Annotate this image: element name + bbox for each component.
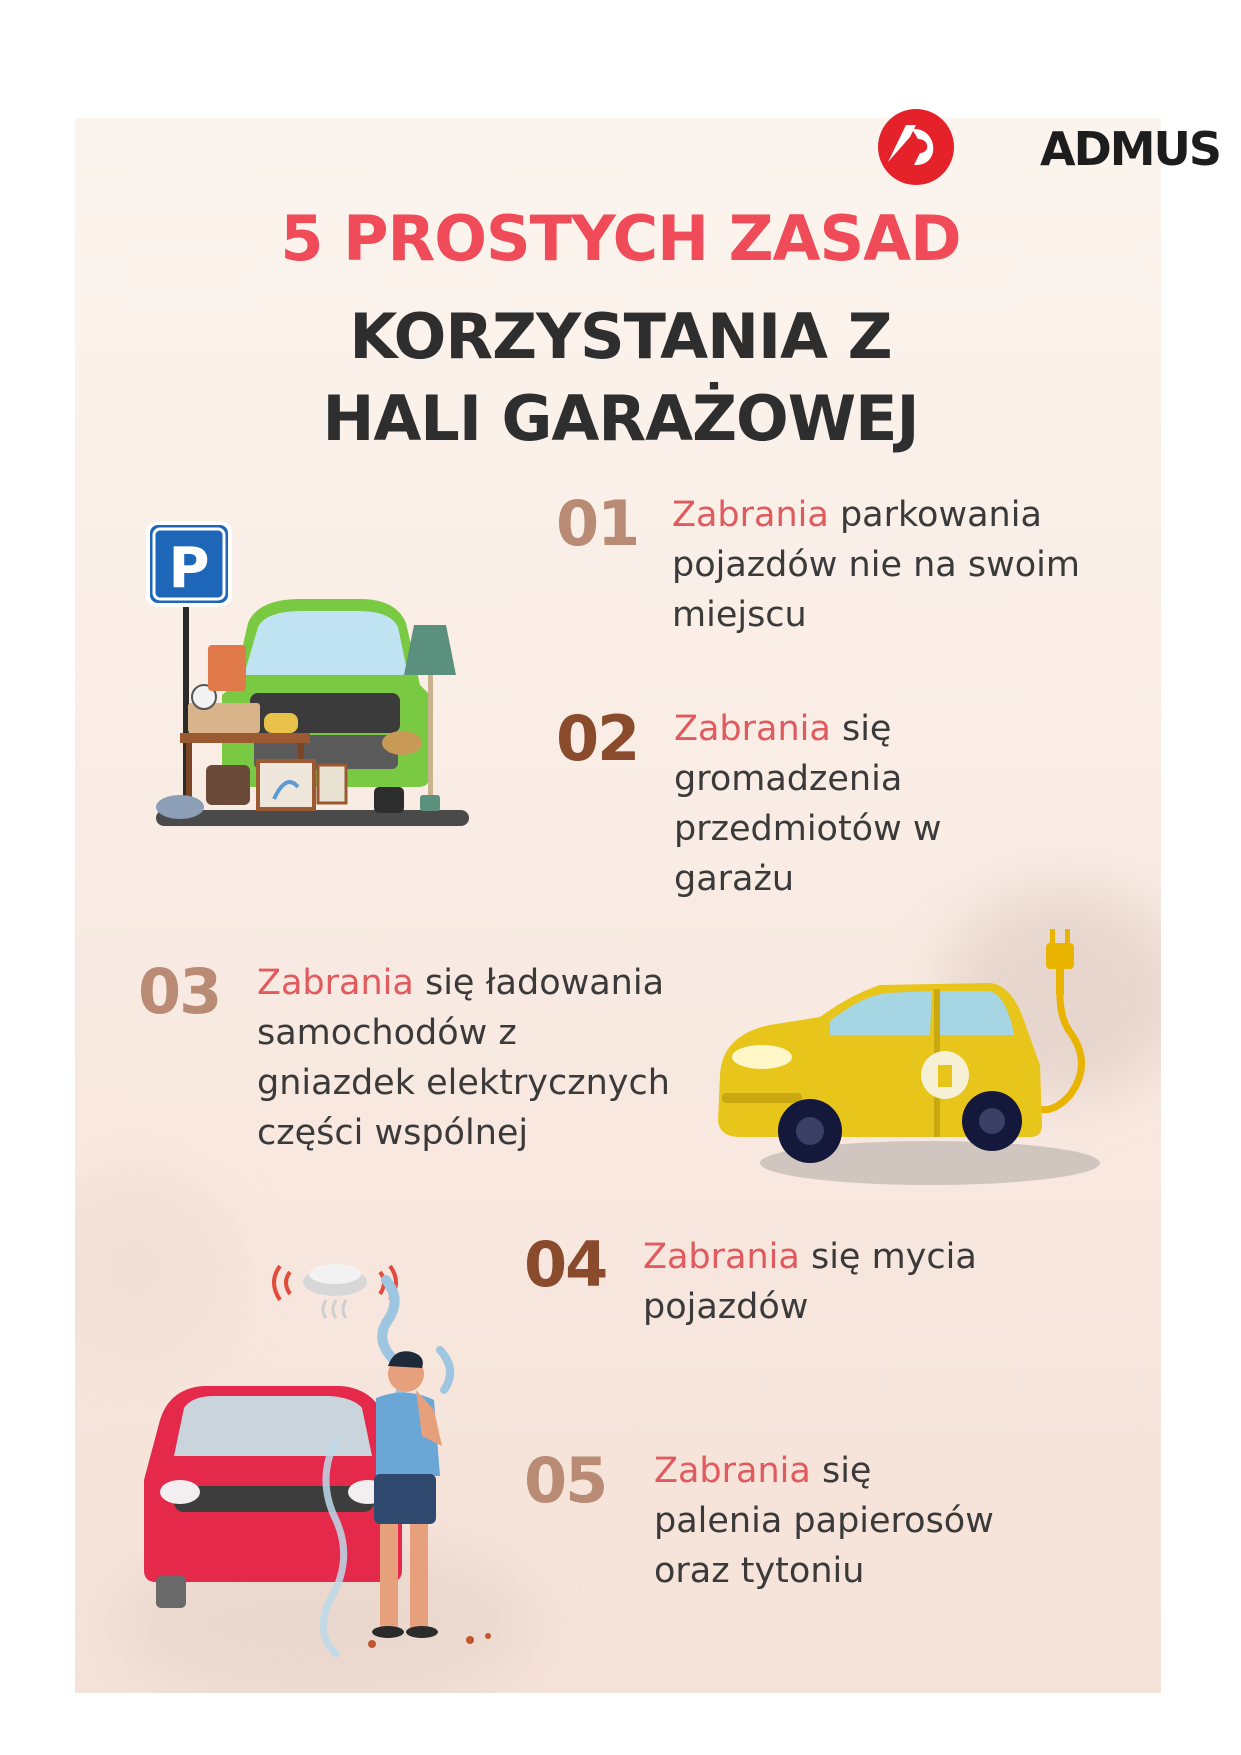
ev-charging-car-icon [700, 925, 1120, 1195]
rule-line: się ładowania [413, 963, 665, 1003]
rule-keyword: Zabrania [643, 1237, 800, 1277]
rule-line: części wspólnej [257, 1113, 529, 1153]
rule-keyword: Zabrania [257, 963, 414, 1003]
rule-number-04: 04 [524, 1228, 607, 1301]
smoking-man-smoke-detector-icon [140, 1240, 520, 1660]
rule-line: gniazdek elektrycznych [257, 1063, 670, 1103]
parking-sign-letter: P [168, 536, 210, 601]
rule-line: gromadzenia [674, 759, 903, 799]
rule-line: oraz tytoniu [654, 1551, 865, 1591]
cluttered-garage-car-icon [140, 515, 485, 835]
rule-line: się mycia [799, 1237, 977, 1277]
title-line-1: 5 PROSTYCH ZASAD [280, 202, 961, 275]
rule-line: garażu [674, 859, 795, 899]
rule-text-05 [654, 1446, 994, 1596]
rule-line: samochodów z [257, 1013, 517, 1053]
title-block [0, 296, 1241, 460]
rule-line: się [810, 1451, 872, 1491]
rule-number-01: 01 [556, 487, 639, 560]
rule-text-03 [257, 958, 670, 1158]
logo-name-text: ADMUS [1040, 122, 1221, 176]
rule-text-04 [643, 1232, 977, 1332]
rule-keyword: Zabrania [672, 495, 829, 535]
rule-line: się [830, 709, 892, 749]
title-line-3: HALI GARAŻOWEJ [322, 382, 919, 455]
rule-line: palenia papierosów [654, 1501, 994, 1541]
title-line-2: KORZYSTANIA Z [349, 300, 892, 373]
rule-text-02 [674, 704, 941, 904]
rule-line: pojazdów nie na swoim [672, 545, 1080, 585]
logo-name [1040, 122, 1220, 176]
rule-number-03: 03 [138, 955, 221, 1028]
rule-line: pojazdów [643, 1287, 809, 1327]
rule-keyword: Zabrania [674, 709, 831, 749]
rule-keyword: Zabrania [654, 1451, 811, 1491]
rule-number-02: 02 [556, 702, 639, 775]
rule-number-05: 05 [524, 1444, 607, 1517]
rule-line: miejscu [672, 595, 807, 635]
rule-line: przedmiotów w [674, 809, 942, 849]
logo-badge: AD [891, 132, 941, 167]
rule-line: parkowania [828, 495, 1042, 535]
rule-text-01 [672, 490, 1080, 640]
admus-logo-icon [876, 107, 956, 187]
